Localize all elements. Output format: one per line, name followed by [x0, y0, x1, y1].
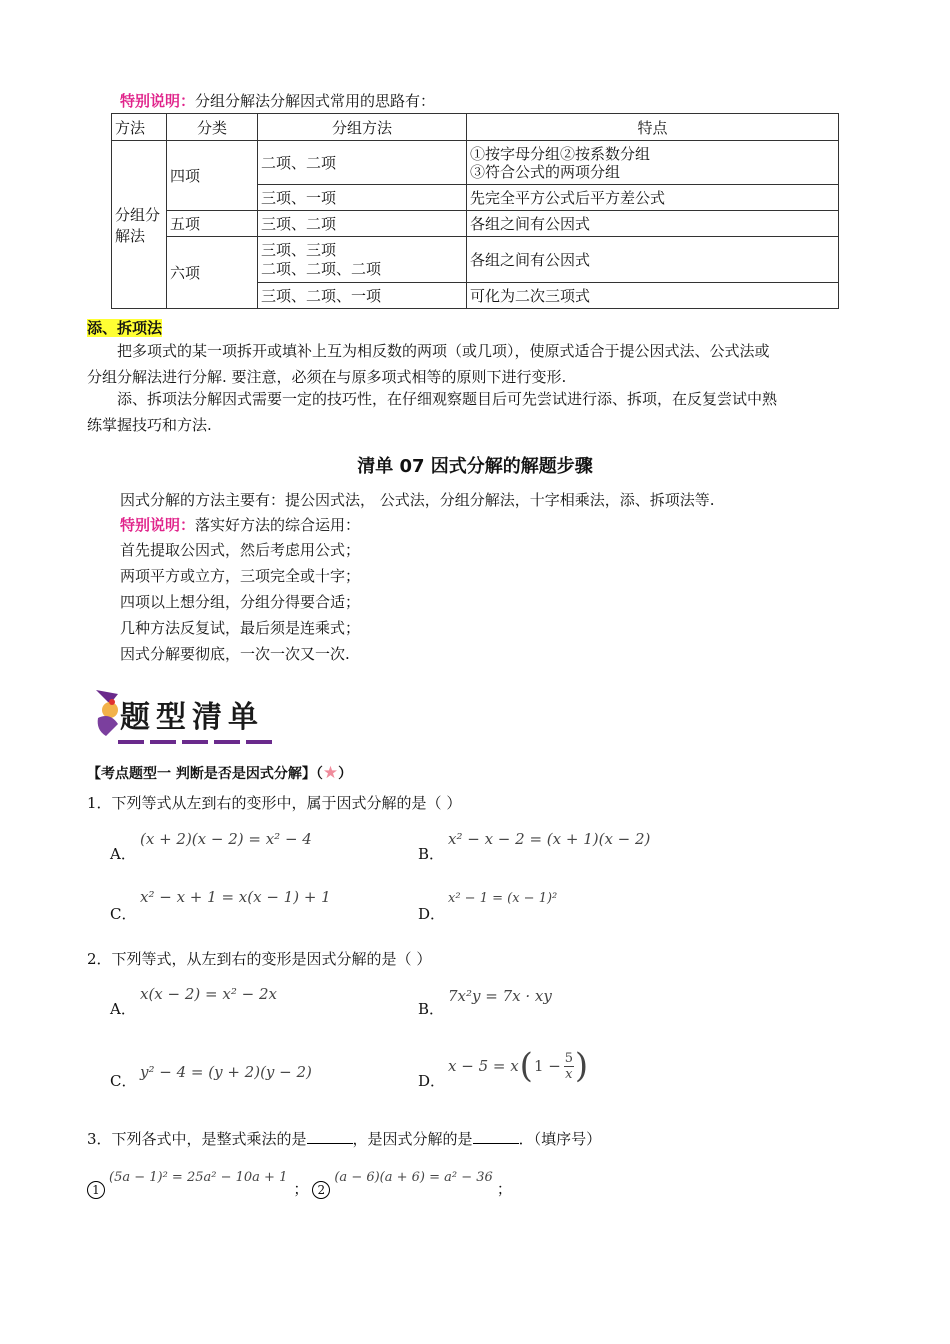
p2-line1: 添、拆项法分解因式需要一定的技巧性，在仔细观察题目后可先尝试进行添、拆项，在反复尝试中熟 [117, 390, 778, 408]
grouping-line1: 三项、三项 [261, 240, 337, 259]
cell-method [112, 141, 167, 309]
option-label: A． [110, 845, 136, 863]
topic-heading-end: ） [338, 766, 353, 782]
cell-grouping: 三项、二项、一项 [258, 283, 467, 309]
add-split-heading-text: 添、拆项法 [87, 319, 163, 337]
cell-category-four: 四项 [167, 141, 258, 211]
option-label: C． [110, 1072, 137, 1090]
table-row [112, 211, 839, 237]
rhyme-lines [120, 537, 360, 667]
section-note-label: 特别说明： [120, 516, 196, 534]
fraction [564, 1051, 574, 1082]
cell-feature: 各组之间有公因式 [467, 211, 839, 237]
table-header-row [112, 114, 839, 141]
header-category: 分类 [167, 114, 258, 141]
item1-number: 1 [87, 1181, 105, 1199]
banner-text: 题型清单 [120, 700, 264, 735]
q1-stem: 1．下列等式从左到右的变形中，属于因式分解的是（ ） [87, 794, 462, 812]
q1-b-formula: x² − x − 2 = (x + 1)(x − 2) [448, 830, 651, 848]
q2-option-d[interactable] [418, 1070, 445, 1091]
special-note-text: 分组分解法分解因式常用的思路有： [195, 92, 436, 110]
option-label: D． [418, 905, 446, 923]
rhyme-line: 因式分解要彻底，一次一次又一次. [120, 645, 350, 663]
cell-grouping: 二项、二项 [258, 141, 467, 185]
method-line1: 分组分 [115, 205, 161, 224]
star-icon: ★ [322, 763, 339, 783]
item2-number: 2 [312, 1181, 330, 1199]
option-label: A． [110, 1000, 136, 1018]
p1-line2: 分组分解法进行分解. 要注意，必须在与原多项式相等的原则下进行变形. [87, 368, 567, 386]
section-note-text: 落实好方法的综合运用： [195, 516, 361, 534]
add-split-paragraph-1 [87, 338, 877, 390]
option-label: B． [418, 1000, 445, 1018]
cell-grouping: 三项、二项 [258, 211, 467, 237]
option-label: C． [110, 905, 137, 923]
q2-d-one: 1 − [533, 1057, 561, 1075]
q1-option-a[interactable] [110, 843, 136, 864]
q1-c-formula: x² − x + 1 = x(x − 1) + 1 [140, 888, 331, 906]
q2-option-b[interactable] [418, 998, 444, 1019]
rhyme-line: 两项平方或立方，三项完全或十字； [120, 567, 361, 585]
rhyme-line: 四项以上想分组，分组分得要合适； [120, 593, 361, 611]
q1-d-formula: x² − 1 = (x − 1)² [448, 891, 558, 906]
banner-underline [118, 740, 274, 744]
q2-d-left: x − 5 = x [448, 1057, 519, 1075]
q2-option-c[interactable] [110, 1070, 136, 1091]
feature-line1: ①按字母分组②按系数分组 [470, 144, 651, 163]
grouping-line2: 二项、二项、二项 [261, 259, 382, 278]
header-feature: 特点 [467, 114, 839, 141]
answer-blank-1[interactable] [307, 1129, 353, 1144]
paren-close: ) [574, 1046, 589, 1086]
rhyme-line: 几种方法反复试，最后须是连乘式； [120, 619, 361, 637]
q1-a-formula: (x + 2)(x − 2) = x² − 4 [140, 830, 312, 848]
item2-formula: (a − 6)(a + 6) = a² − 36 [334, 1170, 493, 1185]
cell-grouping: 三项、一项 [258, 185, 467, 211]
topic-heading [87, 763, 352, 783]
question-types-banner [88, 684, 278, 750]
topic-heading-text: 【考点题型一 判断是否是因式分解】（ [87, 766, 323, 782]
grouping-method-table [111, 113, 839, 309]
cell-category-six: 六项 [167, 237, 258, 309]
add-split-paragraph-2 [87, 386, 877, 438]
fraction-denominator: x [565, 1066, 573, 1082]
section-title: 清单 07 因式分解的解题步骤 [357, 456, 593, 477]
cell-feature: 可化为二次三项式 [467, 283, 839, 309]
cell-feature [467, 141, 839, 185]
fraction-numerator: 5 [564, 1050, 573, 1066]
cell-category-five: 五项 [167, 211, 258, 237]
cell-grouping [258, 237, 467, 283]
q2-a-formula: x(x − 2) = x² − 2x [140, 985, 277, 1003]
q3-stem-a: 3．下列各式中，是整式乘法的是 [87, 1130, 307, 1148]
special-note-label: 特别说明： [120, 92, 196, 110]
cell-feature: 先完全平方公式后平方差公式 [467, 185, 839, 211]
q2-option-a[interactable] [110, 998, 136, 1019]
section-intro: 因式分解的方法主要有：提公因式法， 公式法，分组分解法，十字相乘法，添、拆项法等. [120, 491, 715, 509]
q1-option-c[interactable] [110, 903, 136, 924]
special-note [120, 90, 435, 111]
add-split-heading [87, 317, 162, 338]
q3-items [87, 1162, 512, 1199]
item1-formula: (5a − 1)² = 25a² − 10a + 1 [109, 1170, 288, 1185]
q3-stem [87, 1126, 601, 1152]
header-grouping: 分组方法 [258, 114, 467, 141]
method-line2: 解法 [115, 226, 146, 245]
q3-stem-b: ，是因式分解的是 [352, 1130, 473, 1148]
table-row [112, 141, 839, 185]
option-label: D． [418, 1072, 446, 1090]
q2-c-formula: y² − 4 = (y + 2)(y − 2) [140, 1063, 312, 1081]
paren-open: ( [519, 1046, 533, 1086]
header-method: 方法 [112, 114, 167, 141]
feature-line2: ③符合公式的两项分组 [470, 162, 621, 181]
rhyme-line: 首先提取公因式，然后考虑用公式； [120, 541, 361, 559]
p1-line1: 把多项式的某一项拆开或填补上互为相反数的两项（或几项），使原式适合于提公因式法、公式法或 [117, 342, 770, 360]
section-note [120, 512, 360, 538]
answer-blank-2[interactable] [473, 1129, 519, 1144]
p2-line2: 练掌握技巧和方法. [87, 416, 212, 434]
separator: ； [496, 1180, 512, 1198]
q3-stem-c: ．（填序号） [518, 1130, 602, 1148]
q1-option-b[interactable] [418, 843, 444, 864]
option-label: B． [418, 845, 445, 863]
q2-stem: 2．下列等式，从左到右的变形是因式分解的是（ ） [87, 950, 432, 968]
q2-d-formula [448, 1046, 588, 1086]
separator: ； [293, 1180, 309, 1198]
cell-feature: 各组之间有公因式 [467, 237, 839, 283]
q2-b-formula: 7x²y = 7x · xy [448, 987, 552, 1005]
q1-option-d[interactable] [418, 903, 445, 924]
table-row [112, 237, 839, 283]
